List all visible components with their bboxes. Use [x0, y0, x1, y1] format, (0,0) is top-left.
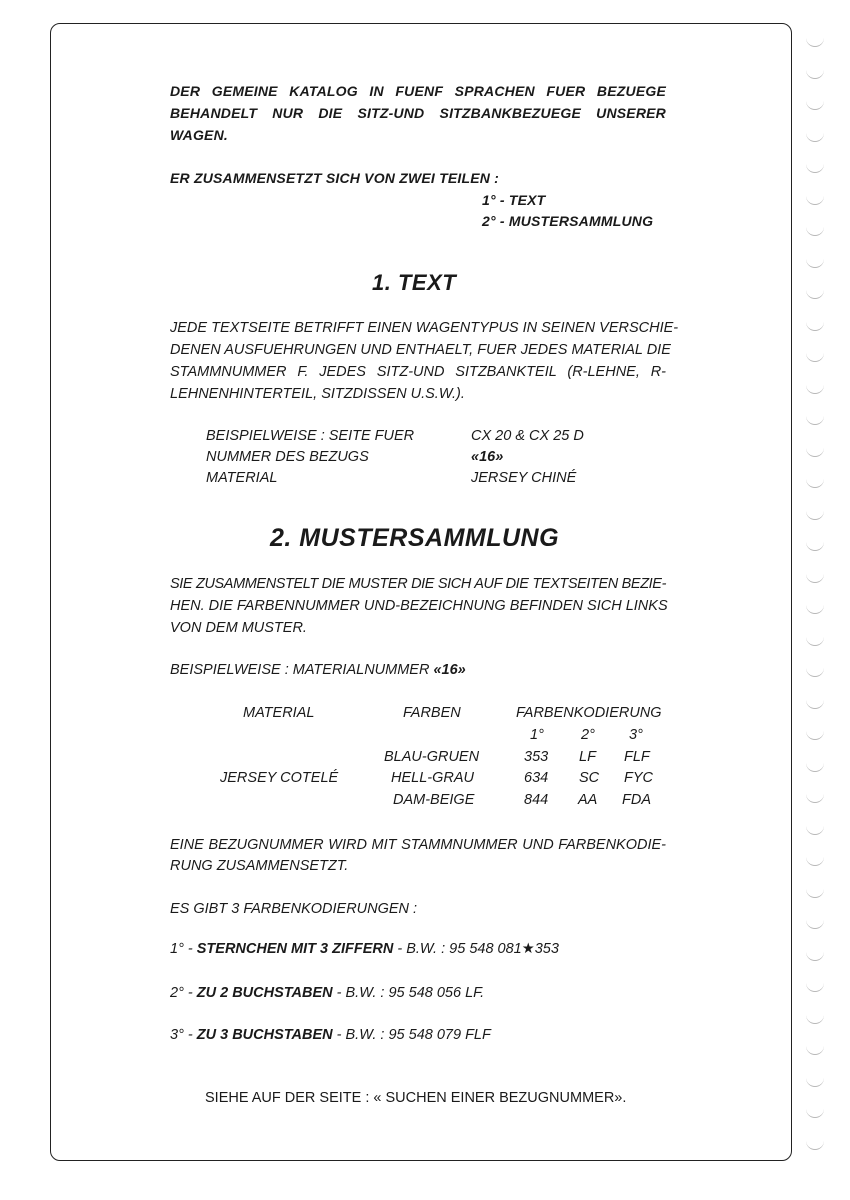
section-1-heading: 1. TEXT [372, 270, 457, 295]
table-row-1-c3: FLF [624, 749, 650, 765]
table-row-3-farbe: DAM-BEIGE [393, 792, 475, 808]
code-line-1 [170, 940, 559, 959]
table-row-3-c3: FDA [622, 792, 651, 808]
table-row-2-c3: FYC [624, 770, 653, 786]
intro-line-1: DER GEMEINE KATALOG IN FUENF SPRACHEN FUER BEZUEGE [170, 83, 666, 99]
section-2-heading: 2. MUSTERSAMMLUNG [270, 524, 560, 552]
part-1: 1° - TEXT [482, 192, 546, 208]
material-example [170, 661, 466, 680]
code-3-title: ZU 3 BUCHSTABEN [196, 1027, 333, 1043]
para2-line-2: RUNG ZUSAMMENSETZT. [170, 858, 349, 874]
section-2-para-line-3: VON DEM MUSTER. [170, 620, 307, 636]
code-1-prefix: 1° - [170, 941, 197, 957]
intro-line-2: BEHANDELT NUR DIE SITZ-UND SITZBANKBEZUEGE UNSERER [170, 105, 666, 121]
table-material-value: JERSEY COTELÉ [220, 770, 339, 786]
part-2: 2° - MUSTERSAMMLUNG [482, 213, 654, 229]
table-subheader-2: 2° [581, 727, 595, 743]
code-1-rest: - B.W. : 95 548 081 [393, 941, 522, 957]
code-1-title: STERNCHEN MIT 3 ZIFFERN [196, 941, 394, 957]
star-icon: ★ [521, 941, 535, 957]
code-line-3 [170, 1026, 491, 1045]
example-label-2: NUMMER DES BEZUGS [206, 449, 369, 465]
code-3-prefix: 3° - [170, 1027, 197, 1043]
section-2-para-line-2: HEN. DIE FARBENNUMMER UND-BEZEICHNUNG BEFINDEN SICH LINKS [170, 598, 668, 614]
intro-line-3: WAGEN. [170, 127, 228, 143]
table-row-1-c2: LF [579, 749, 596, 765]
table-subheader-3: 3° [629, 727, 643, 743]
example-label-3: MATERIAL [206, 470, 278, 486]
table-header-farben: FARBEN [403, 705, 461, 721]
code-2-title: ZU 2 BUCHSTABEN [196, 985, 333, 1001]
para2-line-1: EINE BEZUGNUMMER WIRD MIT STAMMNUMMER UND FARBENKODIE- [170, 837, 666, 853]
code-3-rest: - B.W. : 95 548 079 FLF [332, 1027, 491, 1043]
table-row-3-c1: 844 [524, 792, 549, 808]
code-2-prefix: 2° - [170, 985, 197, 1001]
example-label-1: BEISPIELWEISE : SEITE FUER [206, 428, 415, 444]
table-row-1-farbe: BLAU-GRUEN [384, 749, 480, 765]
code-1-tail: 353 [534, 941, 559, 957]
example-value-3: JERSEY CHINÉ [471, 470, 577, 486]
table-row-2-farbe: HELL-GRAU [391, 770, 474, 786]
section-2-para-line-1: SIE ZUSAMMENSTELT DIE MUSTER DIE SICH AUF DIE TEXTSEITEN BEZIE- [170, 576, 666, 592]
table-row-2-c2: SC [579, 770, 600, 786]
section-1-para-line-3: STAMMNUMMER F. JEDES SITZ-UND SITZBANKTEIL (R-LEHNE, R- [170, 364, 666, 380]
table-subheader-1: 1° [530, 727, 544, 743]
table-row-3-c2: AA [578, 792, 598, 808]
section-1-para-line-4: LEHNENHINTERTEIL, SITZDISSEN U.S.W.). [170, 386, 465, 402]
material-example-label: BEISPIELWEISE : MATERIALNUMMER [170, 662, 434, 678]
code-2-rest: - B.W. : 95 548 056 LF. [332, 985, 485, 1001]
footer-note: SIEHE AUF DER SEITE : « SUCHEN EINER BEZUGNUMMER». [205, 1090, 627, 1106]
section-1-para-line-2: DENEN AUSFUEHRUNGEN UND ENTHAELT, FUER JEDES MATERIAL DIE [170, 342, 671, 358]
example-value-2: «16» [471, 449, 504, 465]
table-row-2-c1: 634 [524, 770, 549, 786]
material-example-value: «16» [433, 662, 466, 678]
parts-lead: ER ZUSAMMENSETZT SICH VON ZWEI TEILEN : [170, 170, 500, 186]
table-header-material: MATERIAL [243, 705, 315, 721]
count-line: ES GIBT 3 FARBENKODIERUNGEN : [170, 901, 418, 917]
code-line-2 [170, 984, 484, 1003]
table-header-kodierung: FARBENKODIERUNG [516, 705, 662, 721]
example-value-1: CX 20 & CX 25 D [471, 428, 584, 444]
table-row-1-c1: 353 [524, 749, 549, 765]
section-1-para-line-1: JEDE TEXTSEITE BETRIFFT EINEN WAGENTYPUS IN SEINEN VERSCHIE- [170, 320, 679, 336]
